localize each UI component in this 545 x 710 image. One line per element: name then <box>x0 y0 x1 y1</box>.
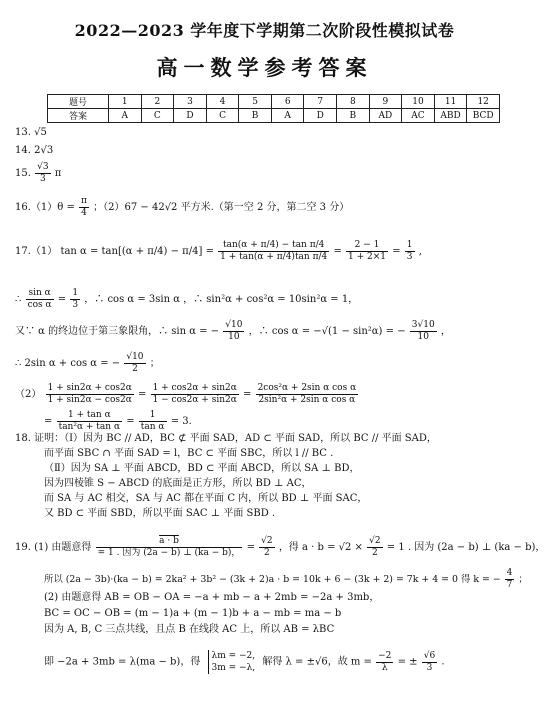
table-cell: D <box>304 109 337 123</box>
fraction: $\frac{\pi}{4}$ <box>81 196 87 218</box>
document-title: 2022—2023 学年度下学期第二次阶段性模拟试卷 <box>74 21 455 40</box>
answer-18-line-2: 而平面 SBC ∩ 平面 SAD = l，BC ⊂ 平面 SBC，所以 l // BC . <box>44 448 334 459</box>
question-number: 15. <box>15 168 31 179</box>
document-subtitle: 高一数学参考答案 <box>156 55 373 80</box>
table-cell: B <box>239 109 272 123</box>
row-label-answers: 答案 <box>48 109 109 123</box>
answer-17-line-3: 又∵ α 的终边位于第三象限角，∴ sin α = − $\frac{√10}{10}$ ，∴ cos α = −√(1 − sin²α) = − $\frac{3√10}{10}$ ， <box>15 320 451 342</box>
table-row-answers <box>48 109 500 123</box>
table-cell: 8 <box>337 95 370 109</box>
answer-18-line-3: （Ⅱ）因为 SA ⊥ 平面 ABCD，BD ⊂ 平面 ABCD，所以 SA ⊥ BD， <box>44 463 360 474</box>
answer-14: 14. 2√3 <box>15 145 54 156</box>
answer-18-line-1: 18. 证明：（Ⅰ）因为 BC // AD，BC ⊄ 平面 SAD，AD ⊂ 平面 SAD，所以 BC // 平面 SAD， <box>15 433 437 444</box>
table-cell: 10 <box>402 95 435 109</box>
table-cell: ABD <box>434 109 467 123</box>
table-cell: 9 <box>369 95 402 109</box>
table-cell: 11 <box>434 95 467 109</box>
table-cell: C <box>206 109 239 123</box>
row-label-numbers: 题号 <box>48 95 109 109</box>
answer-19-line-4: BC = OC − OB = (m − 1)a + (m − 1)b + a − mb = ma − b <box>44 608 342 619</box>
table-cell: 2 <box>141 95 174 109</box>
answer-15: 15. $\frac{√3}{3}$ π <box>15 162 62 184</box>
answer-18-line-6: 又 BD ⊂ 平面 SBD，所以平面 SAC ⊥ 平面 SBD . <box>44 508 276 519</box>
table-cell: AC <box>402 109 435 123</box>
answer-19-line-1: 19. (1) 由题意得 $\frac{a \cdot b}{\text{= 1 . 因为 (2a − b) ⊥ (ka − b)，}}$ = $\frac{√2}{2}$ ，得 a · b = √2 × $\frac{√2}{2}$ = 1 . 因为 (2a − b) ⊥ (ka − b)， <box>15 536 545 558</box>
equation-system: λm = −2, 3m = −λ, <box>208 650 256 674</box>
answer-17-line-1: 17.（1） tan α = tan[(α + π/4) − π/4] = $\frac{\text{tan(α + π/4) − tan π/4}}{\text{1 + tan(α + π/4)tan π/4}}$ = $\frac{2 - 1}{1 + 2\times 1}$ = $\frac{1}{3}$ , <box>15 240 422 262</box>
answer-19-line-3: (2) 由题意得 AB = OB − OA = −a + mb − a + 2mb = −2a + 3mb， <box>44 592 380 603</box>
table-cell: 4 <box>206 95 239 109</box>
table-row-numbers <box>48 95 500 109</box>
answer-19-line-6: 即 −2a + 3mb = λ(ma − b)，得 λm = −2, 3m = −λ, 解得 λ = ±√6，故 m = $\frac{-2}{\lambda}$ = ± $\frac{√6}{3}$ . <box>44 650 445 673</box>
table-cell: 1 <box>109 95 142 109</box>
table-cell: 12 <box>467 95 500 109</box>
answer-18-line-4: 因为四棱锥 S − ABCD 的底面是正方形，所以 BD ⊥ AC， <box>44 478 312 489</box>
table-cell: BCD <box>467 109 500 123</box>
answer-18-line-5: 而 SA 与 AC 相交，SA 与 AC 都在平面 C 内，所以 BD ⊥ 平面 SAC， <box>44 493 368 504</box>
table-cell: A <box>271 109 304 123</box>
answer-table <box>47 94 500 123</box>
answer-17-line-2: ∴ $\frac{\text{sin α}}{\text{cos α}}$ = $\frac{1}{3}$ ，∴ cos α = 3sin α ，∴ sin²α + cos²α = 10sin²α = 1， <box>15 288 359 310</box>
answer-16: 16.（1）θ = $\frac{\pi}{4}$ ；（2）67 − 42√2 平方米.（第一空 2 分，第二空 3 分） <box>15 196 350 218</box>
table-cell: B <box>337 109 370 123</box>
answer-19-line-2: 所以 (2a − 3b)·(ka − b) = 2ka² + 3b² − (3k + 2)a · b = 10k + 6 − (3k + 2) = 7k + 4 = 0 得 k = − $\frac{4}{7}$ ； <box>44 568 528 590</box>
answer-17-line-4: ∴ 2sin α + cos α = − $\frac{√10}{2}$ ； <box>15 352 160 374</box>
table-cell: D <box>174 109 207 123</box>
table-cell: 6 <box>271 95 304 109</box>
table-cell: 3 <box>174 95 207 109</box>
table-cell: C <box>141 109 174 123</box>
fraction: $\frac{√3}{3}$ <box>37 162 49 184</box>
answer-19-line-5: 因为 A, B, C 三点共线，且点 B 在线段 AC 上，所以 AB = λBC <box>44 624 335 635</box>
answer-17-line-6: = $\frac{\text{1 + tan α}}{\text{tan²α + tan α}}$ = $\frac{1}{\text{tan α}}$ = 3. <box>44 410 192 432</box>
answer-17-line-5: （2） $\frac{1 + \sin 2\alpha + \cos 2\alpha}{1 + \sin 2\alpha - \cos 2\alpha}$ = $\frac{1 + \cos 2\alpha + \sin 2\alpha}{1 - \cos 2\alpha + \sin 2\alpha}$ = $\frac{\text{2cos²α + 2sin α cos α}}{\text{2sin²α + 2sin α cos α}}$ <box>15 383 357 405</box>
table-cell: 5 <box>239 95 272 109</box>
table-cell: 7 <box>304 95 337 109</box>
table-cell: A <box>109 109 142 123</box>
table-cell: AD <box>369 109 402 123</box>
answer-13: 13. √5 <box>15 127 47 138</box>
